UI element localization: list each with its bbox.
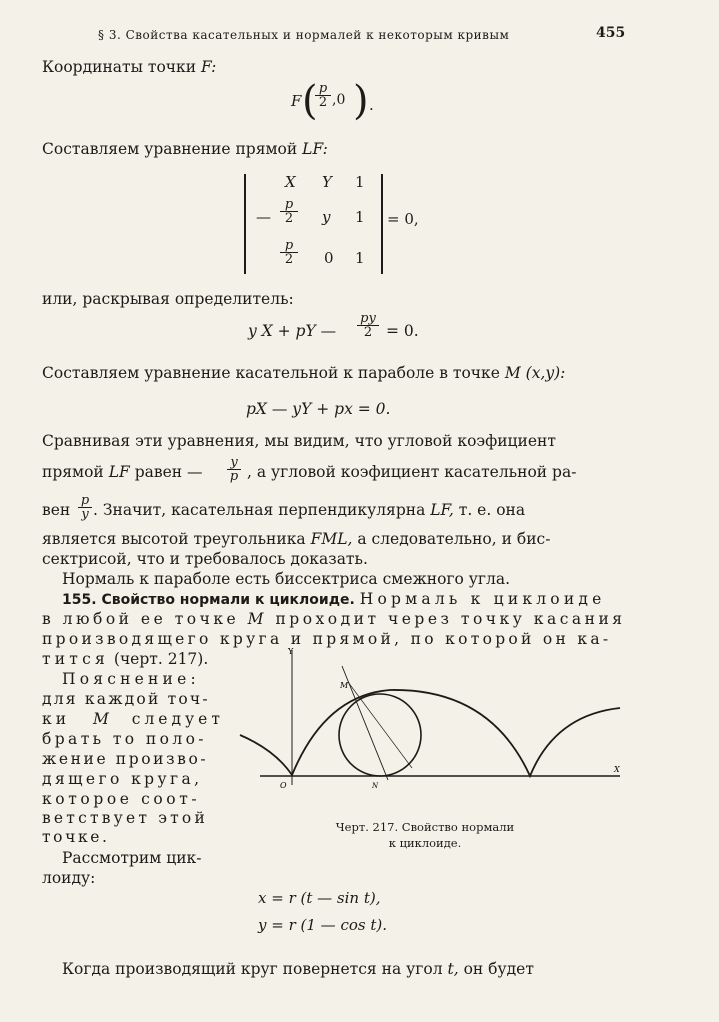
note-line-8: ветствует этой bbox=[42, 809, 208, 827]
line-eq-intro-line bbox=[42, 140, 328, 158]
det-r1c1: X bbox=[285, 173, 296, 191]
theorem-line2b: M bbox=[247, 610, 268, 628]
compare-line3b: . Значит, касательная перпендикулярна bbox=[93, 501, 426, 519]
consider-line1: Рассмотрим цик- bbox=[62, 849, 202, 867]
consider-line2: лоиду: bbox=[42, 869, 96, 887]
note-line-9: точке. bbox=[42, 828, 110, 846]
expand-intro: или, раскрывая определитель: bbox=[42, 290, 294, 308]
running-title: § 3. Свойства касательных и нормалей к некоторым кривым bbox=[98, 28, 510, 42]
paren-right: ) bbox=[353, 78, 369, 124]
note-line-2: для каждой точ- bbox=[42, 690, 210, 708]
note-line-3b: следует bbox=[131, 710, 224, 728]
figure-caption-line1: Черт. 217. Свойство нормали bbox=[335, 820, 515, 834]
det-r1c2: Y bbox=[322, 173, 332, 191]
coords-label: Координаты точки bbox=[42, 58, 197, 76]
slope1-den: p bbox=[229, 469, 239, 484]
slope2-fraction bbox=[78, 494, 92, 521]
coords-var: F: bbox=[200, 58, 217, 76]
theorem-ref: (черт. 217). bbox=[113, 650, 209, 668]
compare-line3a: вен bbox=[42, 501, 71, 519]
det-r2-fraction bbox=[280, 198, 298, 225]
expand-frac-num: py bbox=[357, 312, 379, 326]
det-bar-left bbox=[244, 174, 246, 274]
last-line-b: t, bbox=[447, 960, 459, 978]
tangent-point: M (x,y): bbox=[504, 364, 566, 382]
cycloid-eq-x: x = r (t — sin t), bbox=[258, 889, 381, 907]
cycloid-figure bbox=[230, 640, 630, 815]
compare-line2 bbox=[42, 463, 203, 481]
compare-line1: Сравнивая эти уравнения, мы видим, что угловой коэфициент bbox=[42, 432, 556, 450]
det-eq-zero: = 0, bbox=[387, 210, 419, 228]
det-r3-fraction bbox=[280, 239, 298, 266]
expand-frac-den: 2 bbox=[363, 325, 373, 340]
theorem-line4-word: тится bbox=[42, 650, 109, 668]
note-var: M bbox=[92, 710, 113, 728]
note-line-3 bbox=[42, 710, 224, 728]
det-r2c2: y bbox=[322, 208, 331, 226]
figure-caption-line2: к циклоиде. bbox=[388, 836, 462, 850]
det-bar-right bbox=[381, 174, 383, 274]
det-r3c2: 0 bbox=[324, 249, 334, 267]
label-y: Y bbox=[288, 647, 294, 656]
last-line-c: он будет bbox=[463, 960, 534, 978]
slope2-den: y bbox=[81, 507, 89, 522]
point-F-symbol: F bbox=[291, 92, 302, 110]
compare-line2c: равен — bbox=[134, 463, 203, 481]
point-frac-num: p bbox=[315, 82, 331, 96]
cycloid-curve bbox=[240, 690, 620, 776]
note-line-1: Пояснение: bbox=[62, 670, 200, 688]
compare-line4 bbox=[42, 530, 550, 548]
label-m: M bbox=[340, 681, 349, 690]
det-r3-frac-den: 2 bbox=[284, 252, 294, 267]
last-line-a: Когда производящий круг повернется на угол bbox=[62, 960, 443, 978]
theorem-line4 bbox=[42, 650, 208, 668]
theorem-line1: Нормаль к циклоиде bbox=[359, 590, 606, 608]
theorem-line2 bbox=[42, 610, 626, 628]
det-r2-frac-den: 2 bbox=[284, 211, 294, 226]
compare-line3d: т. е. она bbox=[458, 501, 526, 519]
compare-line5: сектрисой, что и требовалось доказать. bbox=[42, 550, 368, 568]
note-line-4: брать то поло- bbox=[42, 730, 207, 748]
expand-eq-left: y X + pY — bbox=[248, 322, 337, 340]
det-r2-minus: — bbox=[256, 208, 271, 226]
section-title: Свойство нормали к циклоиде. bbox=[101, 592, 355, 608]
tangent-line bbox=[42, 364, 565, 382]
page-number: 455 bbox=[596, 25, 626, 41]
note-line-6: дящего круга, bbox=[42, 770, 203, 788]
point-fraction bbox=[315, 82, 331, 109]
point-frac-den: 2 bbox=[318, 95, 328, 110]
det-r3-frac-num: p bbox=[280, 239, 298, 253]
slope2-num: p bbox=[78, 494, 92, 508]
tangent-intro: Составляем уравнение касательной к параболе в точке bbox=[42, 364, 500, 382]
cycloid-eq-y: y = r (1 — cos t). bbox=[258, 916, 387, 934]
det-r1c3: 1 bbox=[355, 173, 365, 191]
point-period: . bbox=[369, 96, 374, 114]
section-155-line bbox=[62, 590, 605, 608]
det-r2c3: 1 bbox=[355, 208, 365, 226]
compare-line4b: FML, bbox=[310, 530, 353, 548]
det-r3c3: 1 bbox=[355, 249, 365, 267]
paren-left: ( bbox=[302, 78, 318, 124]
label-o: O bbox=[280, 781, 287, 790]
theorem-line3: производящего круга и прямой, по которой он ка- bbox=[42, 630, 612, 648]
compare-line4a: является высотой треугольника bbox=[42, 530, 306, 548]
slope1-num: y bbox=[227, 456, 241, 470]
compare-line2a: прямой bbox=[42, 463, 104, 481]
compare-line3-rest bbox=[93, 501, 525, 519]
expand-fraction bbox=[357, 312, 379, 339]
last-line bbox=[62, 960, 534, 978]
line-eq-var: LF: bbox=[302, 140, 328, 158]
expand-eq-right: = 0. bbox=[386, 322, 419, 340]
circle-diameter bbox=[348, 682, 412, 768]
theorem-line2a: в любой ее точке bbox=[42, 610, 240, 628]
compare-line2d: , а угловой коэфициент касательной ра- bbox=[247, 463, 577, 481]
label-n: N bbox=[372, 782, 379, 790]
label-x: X bbox=[614, 765, 620, 774]
tangent-eq: pX — yY + px = 0. bbox=[246, 400, 391, 418]
note-line-5: жение произво- bbox=[42, 750, 209, 768]
point-rest: ,0 bbox=[332, 92, 346, 108]
det-r2-frac-num: p bbox=[280, 198, 298, 212]
theorem-line2c: проходит через точку касания bbox=[275, 610, 626, 628]
line-eq-intro: Составляем уравнение прямой bbox=[42, 140, 298, 158]
compare-line3c: LF, bbox=[430, 501, 454, 519]
note-line-7: которое соот- bbox=[42, 790, 201, 808]
compare-line2b: LF bbox=[108, 463, 130, 481]
section-number: 155. bbox=[62, 592, 97, 608]
coords-line bbox=[42, 58, 216, 76]
compare-line4c: а следовательно, и бис- bbox=[357, 530, 551, 548]
slope1-fraction bbox=[227, 456, 241, 483]
normal-statement: Нормаль к параболе есть биссектриса смежного угла. bbox=[62, 570, 511, 588]
note-line-3a: ки bbox=[42, 710, 71, 728]
